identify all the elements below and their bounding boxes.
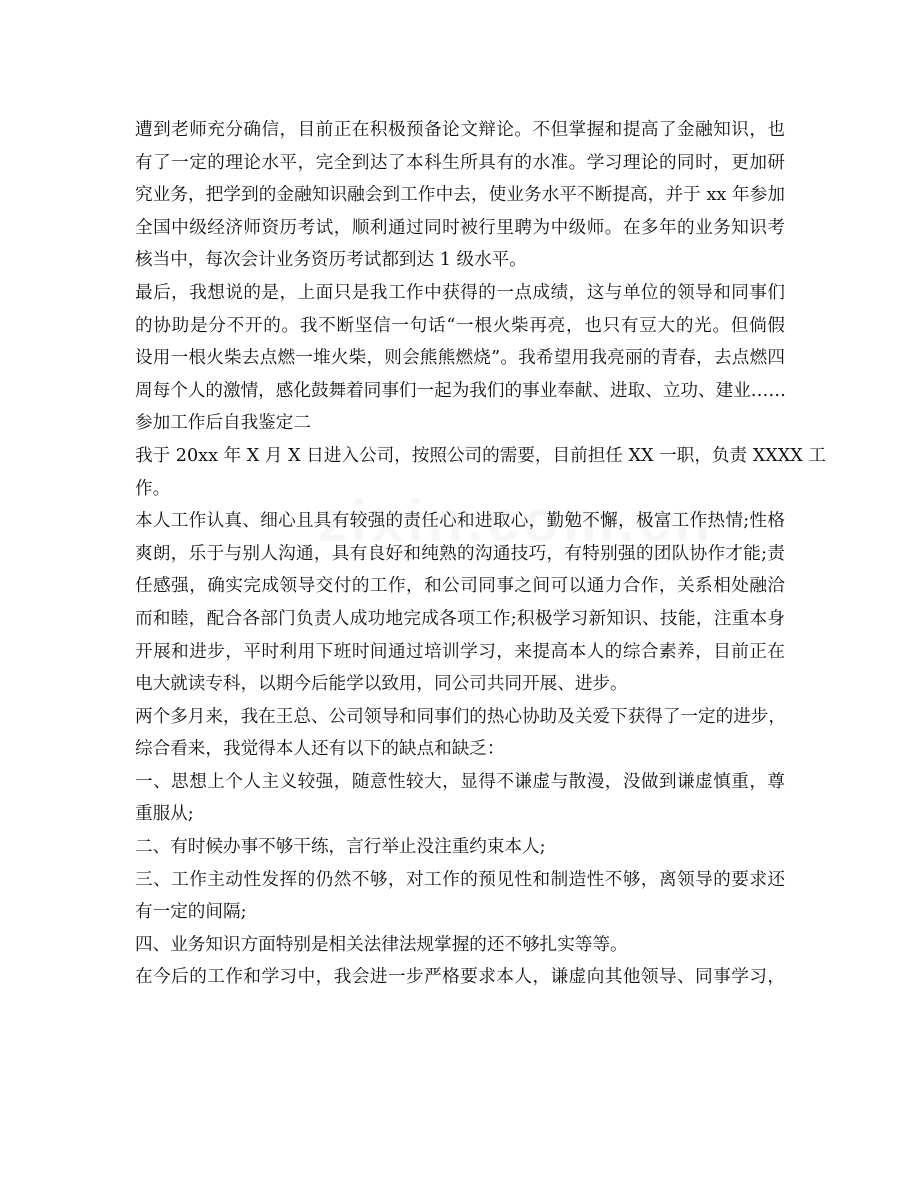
text-line: 三、工作主动性发挥的仍然不够，对工作的预见性和制造性不够，离领导的要求还 (135, 869, 785, 890)
paragraph (135, 766, 785, 831)
paragraph (135, 701, 785, 766)
text-line: 开展和进步，平时利用下班时间通过培训学习，来提高本人的综合素养，目前正在 (135, 641, 785, 662)
text-line: 究业务，把学到的金融知识融会到工作中去，使业务水平不断提高，并于 xx 年参加 (135, 185, 785, 206)
text-line: 二、有时候办事不够干练，言行举止没注重约束本人; (135, 837, 546, 858)
text-line: 四、业务知识方面特别是相关法律法规掌握的还不够扎实等等。 (135, 934, 628, 955)
paragraph (135, 407, 785, 440)
text-line: 综合看来，我觉得本人还有以下的缺点和缺乏： (135, 739, 505, 760)
document-body (135, 114, 826, 994)
text-line: 本人工作认真、细心且具有较强的责任心和进取心，勤勉不懈，极富工作热情;性格 (135, 511, 785, 532)
paragraph (135, 440, 826, 505)
text-line: 重服从; (135, 804, 194, 825)
paragraph (135, 929, 785, 962)
paragraph (135, 114, 785, 277)
text-line: 全国中级经济师资历考试，顺利通过同时被行里聘为中级师。在多年的业务知识考 (135, 217, 785, 238)
paragraph (135, 864, 785, 929)
text-line: 一、思想上个人主义较强，随意性较大，显得不谦虚与散漫，没做到谦虚慎重，尊 (135, 771, 785, 792)
text-line: 爽朗，乐于与别人沟通，具有良好和纯熟的沟通技巧，有特别强的团队协作才能;责 (135, 543, 785, 564)
text-line: 的协助是分不开的。我不断坚信一句话“一根火柴再亮，也只有豆大的光。但倘假 (135, 315, 785, 336)
text-line: 参加工作后自我鉴定二 (135, 413, 311, 434)
text-line: 核当中，每次会计业务资历考试都到达 1 级水平。 (135, 250, 527, 271)
text-line: 有了一定的理论水平，完全到达了本科生所具有的水准。学习理论的同时，更加研 (135, 152, 785, 173)
text-line: 两个多月来，我在王总、公司领导和同事们的热心协助及关爱下获得了一定的进步， (135, 706, 786, 727)
text-line: 遭到老师充分确信，目前正在积极预备论文辩论。不但掌握和提高了金融知识，也 (135, 120, 785, 140)
paragraph (135, 961, 785, 994)
text-line: 任感强，确实完成领导交付的工作，和公司同事之间可以通力合作，关系相处融洽 (135, 576, 785, 597)
paragraph (135, 505, 785, 701)
text-line: 设用一根火柴去点燃一堆火柴，则会熊熊燃烧”。我希望用我亮丽的青春，去点燃四 (135, 348, 785, 369)
text-line: 电大就读专科，以期今后能学以致用，同公司共同开展、进步。 (135, 674, 628, 695)
text-line: 而和睦，配合各部门负责人成功地完成各项工作;积极学习新知识、技能，注重本身 (135, 608, 785, 629)
paragraph (135, 831, 785, 864)
text-line: 周每个人的激情，感化鼓舞着同事们一起为我们的事业奉献、进取、立功、建业…… (135, 380, 786, 401)
text-line: 在今后的工作和学习中，我会进一步严格要求本人，谦虚向其他领导、同事学习， (135, 967, 785, 988)
text-line: 最后，我想说的是，上面只是我工作中获得的一点成绩，这与单位的领导和同事们 (135, 282, 785, 303)
paragraph (135, 277, 785, 407)
text-line: 作。 (135, 478, 171, 499)
text-line: 有一定的间隔; (135, 902, 247, 923)
text-line: 我于 20xx 年 X 月 X 日进入公司，按照公司的需要，目前担任 XX 一职，负责 XXXX 工 (135, 445, 826, 466)
